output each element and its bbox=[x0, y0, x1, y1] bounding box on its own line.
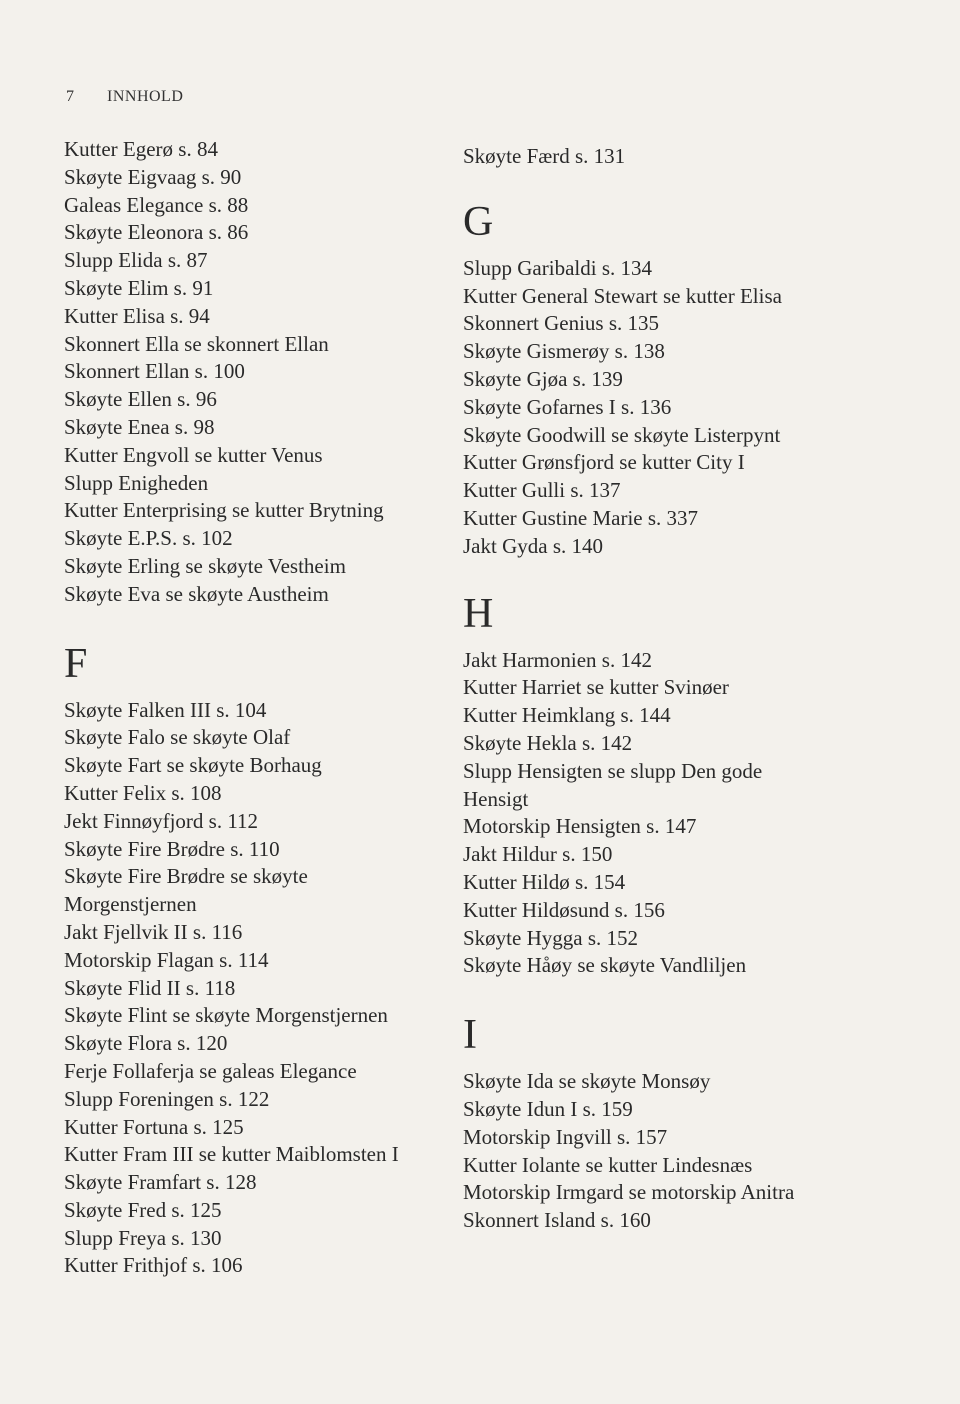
index-entry: Skøyte Gofarnes I s. 136 bbox=[463, 394, 672, 419]
section-f-list bbox=[64, 697, 464, 1281]
index-entry: Skøyte Fire Brødre s. 110 bbox=[64, 836, 280, 861]
section-title: INNHOLD bbox=[107, 88, 184, 105]
index-entry: Skøyte Fred s. 125 bbox=[64, 1197, 222, 1222]
index-entry: Skøyte Enea s. 98 bbox=[64, 414, 215, 439]
index-entry: Kutter Iolante se kutter Lindesnæs bbox=[463, 1152, 753, 1177]
index-entry: Skøyte Flid II s. 118 bbox=[64, 975, 236, 1000]
index-entry: Kutter Fram III se kutter Maiblomsten I bbox=[64, 1142, 399, 1167]
index-entry: Slupp Elida s. 87 bbox=[64, 248, 208, 273]
index-entry: Kutter Gustine Marie s. 337 bbox=[463, 505, 699, 530]
left-column bbox=[64, 136, 464, 1280]
index-entry: Morgenstjernen bbox=[64, 892, 197, 917]
index-entry: Kutter Egerø s. 84 bbox=[64, 137, 218, 161]
index-entry: Skøyte Flora s. 120 bbox=[64, 1031, 228, 1056]
index-entry: Skøyte Færd s. 131 bbox=[463, 144, 626, 168]
section-h-list bbox=[463, 647, 863, 981]
index-entry: Skøyte Elim s. 91 bbox=[64, 275, 214, 300]
index-entry: Kutter Grønsfjord se kutter City I bbox=[463, 450, 745, 475]
index-entry: Kutter Frithjof s. 106 bbox=[64, 1253, 243, 1278]
index-entry: Skonnert Island s. 160 bbox=[463, 1208, 651, 1233]
index-entry: Kutter Enterprising se kutter Brytning bbox=[64, 498, 384, 523]
page-header bbox=[66, 88, 183, 106]
index-entry: Slupp Garibaldi s. 134 bbox=[463, 255, 652, 280]
index-entry: Skøyte Håøy se skøyte Vandliljen bbox=[463, 953, 747, 978]
index-entry: Skøyte Eleonora s. 86 bbox=[64, 220, 249, 245]
index-entry: Skøyte Flint se skøyte Morgenstjernen bbox=[64, 1003, 388, 1028]
right-column bbox=[463, 143, 863, 1235]
index-entry: Skøyte Falo se skøyte Olaf bbox=[64, 725, 291, 750]
index-entry: Kutter Fortuna s. 125 bbox=[64, 1114, 244, 1139]
section-e-list bbox=[64, 136, 464, 609]
index-entry: Motorskip Ingvill s. 157 bbox=[463, 1124, 668, 1149]
index-entry: Skøyte Eigvaag s. 90 bbox=[64, 164, 242, 189]
index-entry: Kutter Harriet se kutter Svinøer bbox=[463, 675, 729, 700]
index-entry: Jakt Fjellvik II s. 116 bbox=[64, 919, 243, 944]
index-entry: Slupp Hensigten se slupp Den gode bbox=[463, 758, 763, 783]
index-entry: Kutter Heimklang s. 144 bbox=[463, 703, 671, 728]
index-entry: Skøyte Goodwill se skøyte Listerpynt bbox=[463, 422, 781, 447]
index-entry: Slupp Enigheden bbox=[64, 470, 209, 495]
index-entry: Skøyte Hygga s. 152 bbox=[463, 925, 638, 950]
page-number: 7 bbox=[66, 88, 75, 105]
index-entry: Skøyte Ida se skøyte Monsøy bbox=[463, 1069, 711, 1094]
section-g-list bbox=[463, 255, 863, 561]
index-entry: Skøyte Gjøa s. 139 bbox=[463, 366, 623, 391]
section-letter-g: G bbox=[463, 198, 494, 245]
index-entry: Motorskip Flagan s. 114 bbox=[64, 947, 269, 972]
index-entry: Jakt Hildur s. 150 bbox=[463, 842, 613, 867]
index-entry: Skøyte Eva se skøyte Austheim bbox=[64, 581, 329, 606]
index-entry: Skøyte Gismerøy s. 138 bbox=[463, 339, 665, 364]
index-entry: Kutter Felix s. 108 bbox=[64, 780, 222, 805]
index-entry: Jakt Harmonien s. 142 bbox=[463, 647, 652, 672]
index-entry: Kutter Hildø s. 154 bbox=[463, 869, 626, 894]
index-entry: Kutter Elisa s. 94 bbox=[64, 303, 210, 328]
index-entry: Motorskip Hensigten s. 147 bbox=[463, 814, 697, 839]
index-entry: Slupp Foreningen s. 122 bbox=[64, 1086, 270, 1111]
index-entry: Skøyte Fart se skøyte Borhaug bbox=[64, 753, 322, 778]
index-entry: Skøyte Ellen s. 96 bbox=[64, 387, 217, 412]
index-entry: Skonnert Ellan s. 100 bbox=[64, 359, 245, 384]
index-entry: Skøyte Hekla s. 142 bbox=[463, 730, 633, 755]
index-entry: Kutter General Stewart se kutter Elisa bbox=[463, 283, 782, 308]
index-entry: Skøyte E.P.S. s. 102 bbox=[64, 526, 233, 551]
index-entry: Jekt Finnøyfjord s. 112 bbox=[64, 808, 259, 833]
index-entry: Ferje Follaferja se galeas Elegance bbox=[64, 1058, 357, 1083]
index-entry: Skøyte Falken III s. 104 bbox=[64, 697, 267, 722]
index-entry: Jakt Gyda s. 140 bbox=[463, 533, 603, 558]
index-entry: Skøyte Fire Brødre se skøyte bbox=[64, 864, 308, 889]
section-letter-i: I bbox=[463, 1012, 477, 1059]
index-entry: Skonnert Ella se skonnert Ellan bbox=[64, 331, 329, 356]
index-entry: Galeas Elegance s. 88 bbox=[64, 192, 249, 217]
index-entry: Skonnert Genius s. 135 bbox=[463, 311, 659, 336]
section-letter-h: H bbox=[463, 590, 494, 637]
index-entry: Skøyte Erling se skøyte Vestheim bbox=[64, 553, 346, 578]
index-entry: Kutter Engvoll se kutter Venus bbox=[64, 442, 323, 467]
section-i-list bbox=[463, 1068, 863, 1235]
index-entry: Skøyte Framfart s. 128 bbox=[64, 1170, 257, 1195]
index-entry: Skøyte Idun I s. 159 bbox=[463, 1096, 633, 1121]
index-entry: Kutter Hildøsund s. 156 bbox=[463, 897, 665, 922]
index-entry: Motorskip Irmgard se motorskip Anitra bbox=[463, 1180, 795, 1205]
section-f-continued bbox=[463, 143, 863, 171]
index-entry: Hensigt bbox=[463, 786, 529, 811]
index-entry: Slupp Freya s. 130 bbox=[64, 1225, 222, 1250]
section-letter-f: F bbox=[64, 640, 88, 687]
index-entry: Kutter Gulli s. 137 bbox=[463, 478, 621, 503]
